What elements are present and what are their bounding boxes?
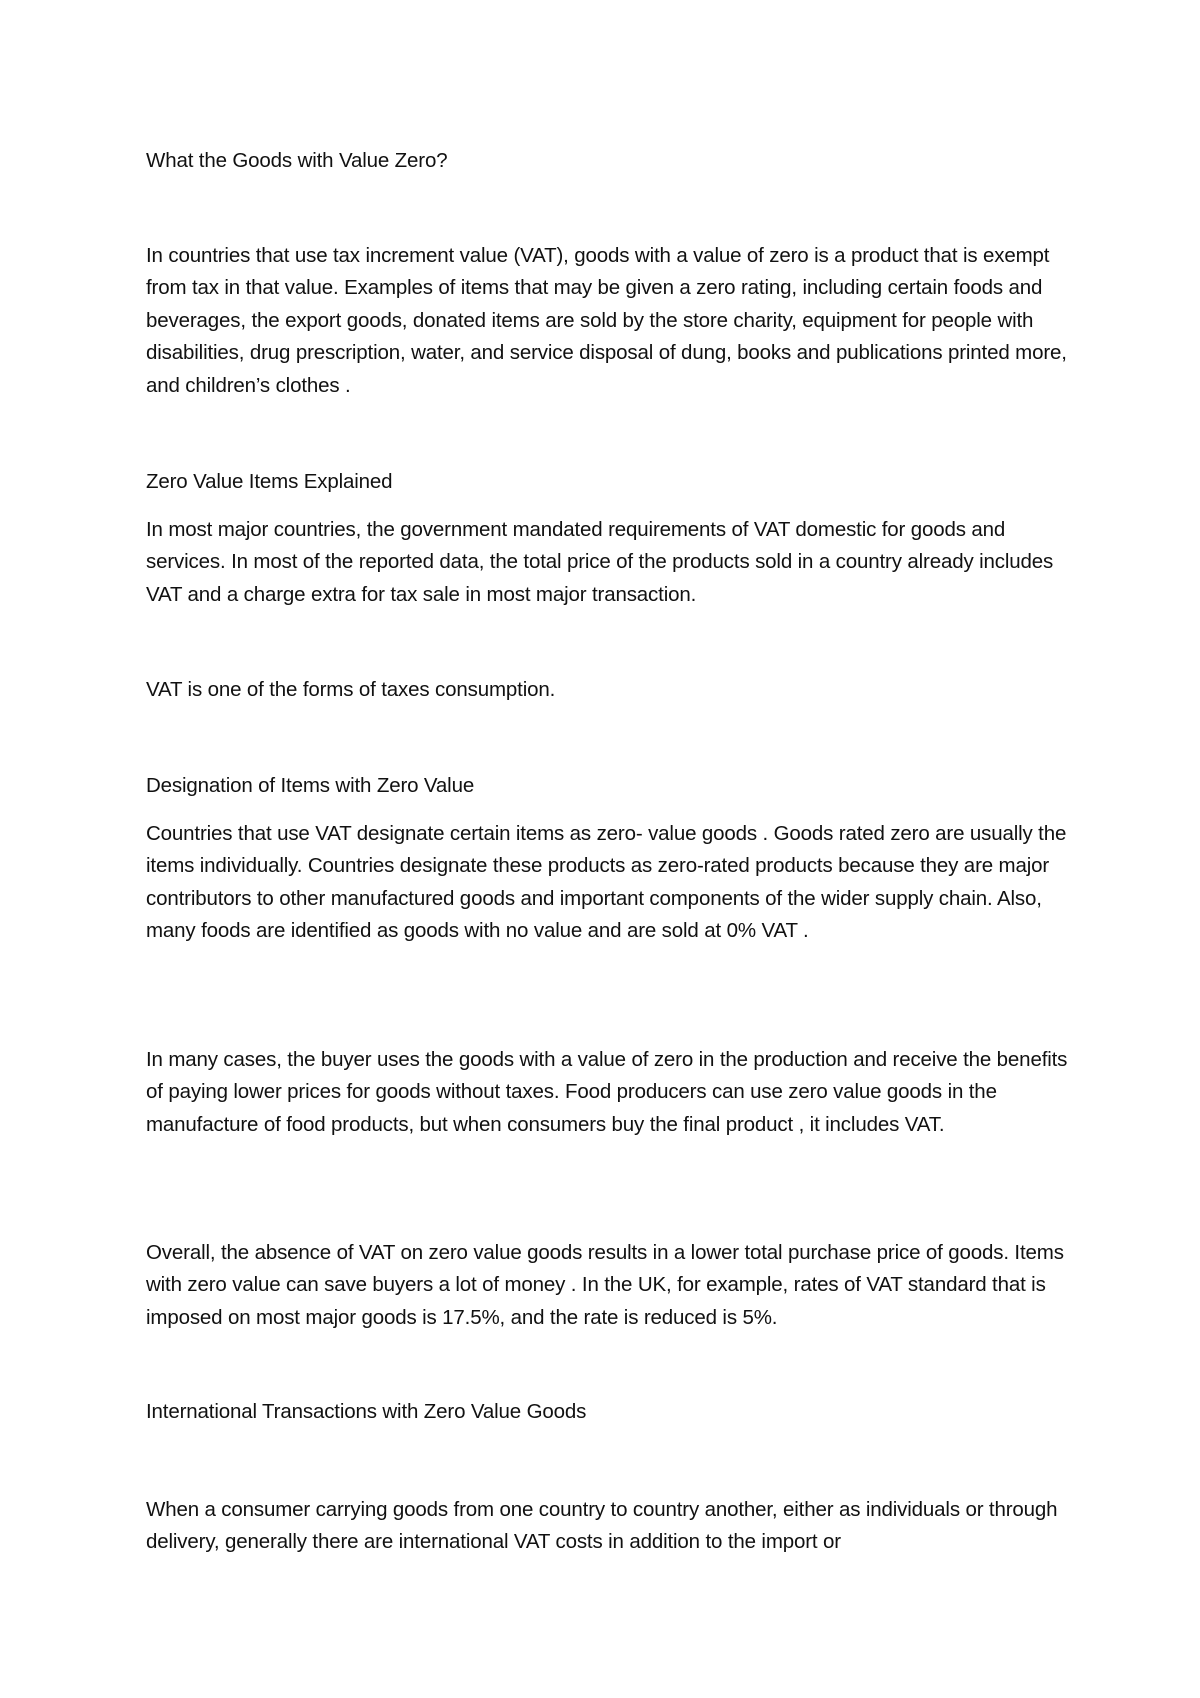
section1-paragraph-1: In most major countries, the government mandated requirements of VAT domestic for goods and services. In most of the reported data, the total price of the products sold in a country already includes VAT and a charge extra for tax sale in most major transaction. <box>146 518 1054 606</box>
section2-paragraph-2: In many cases, the buyer uses the goods with a value of zero in the production and receive the benefits of paying lower prices for goods without taxes. Food producers can use zero value goods in the manufacture of food products, but when consumers buy the final product , it includes VAT. <box>146 1048 1068 1136</box>
section3-paragraph-1: When a consumer carrying goods from one country to country another, either as individuals or through delivery, generally there are international VAT costs in addition to the import or <box>146 1498 1058 1554</box>
section-heading-designation: Designation of Items with Zero Value <box>146 774 475 797</box>
section2-paragraph-3: Overall, the absence of VAT on zero value goods results in a lower total purchase price of goods. Items with zero value can save buyers a lot of money . In the UK, for example, rates of VAT standard that is imposed on most major goods is 17.5%, and the rate is reduced is 5%. <box>146 1241 1064 1329</box>
intro-paragraph: In countries that use tax increment value (VAT), goods with a value of zero is a product that is exempt from tax in that value. Examples of items that may be given a zero rating, including certain foods and beverages, the export goods, donated items are sold by the store charity, equipment for people with disabilities, drug prescription, water, and service disposal of dung, books and publications printed more, and children’s clothes . <box>146 244 1067 397</box>
section1-paragraph-2: VAT is one of the forms of taxes consumption. <box>146 678 556 701</box>
section2-paragraph-1: Countries that use VAT designate certain items as zero- value goods . Goods rated zero are usually the items individually. Countries designate these products as zero-rated products because they are major contributors to other manufactured goods and important components of the wider supply chain. Also, many foods are identified as goods with no value and are sold at 0% VAT . <box>146 822 1067 943</box>
document-title: What the Goods with Value Zero? <box>146 149 448 172</box>
section-heading-international: International Transactions with Zero Value Goods <box>146 1400 587 1423</box>
section-heading-zero-value-items: Zero Value Items Explained <box>146 470 393 493</box>
